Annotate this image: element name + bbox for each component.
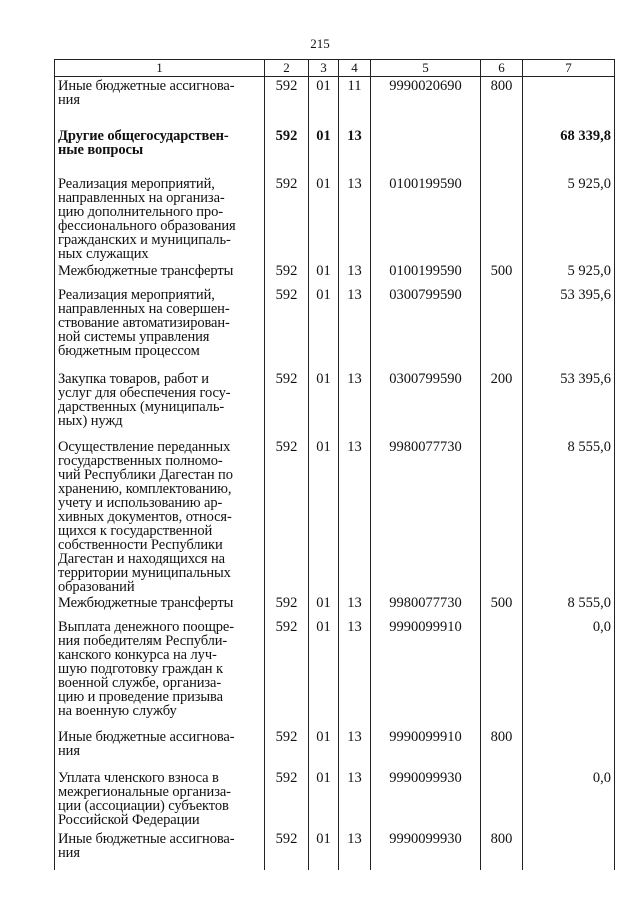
row-target-code: 9980077730 — [371, 594, 481, 618]
row-name-line: на военную службу — [58, 702, 177, 719]
row-name-line: территории муниципальных — [58, 564, 231, 581]
row-subsection: 13 — [339, 370, 371, 438]
row-name-line: хивных документов, относя- — [58, 508, 232, 525]
row-name-line: ные вопросы — [58, 141, 144, 158]
row-target-code: 0300799590 — [371, 370, 481, 438]
row-name — [55, 77, 265, 127]
row-name — [55, 286, 265, 370]
table-row — [55, 769, 615, 830]
row-name — [55, 370, 265, 438]
row-section: 01 — [309, 438, 339, 594]
row-name-line: ствование автоматизирован- — [58, 314, 230, 331]
row-name-line: ния — [58, 844, 80, 861]
row-target-code: 0100199590 — [371, 262, 481, 286]
row-name-line: шую подготовку граждан к — [58, 660, 223, 677]
table-row — [55, 370, 615, 438]
row-name-line: Реализация мероприятий, — [58, 286, 215, 303]
row-section: 01 — [309, 127, 339, 175]
row-name-line: собственности Республики — [58, 536, 223, 553]
row-expense-type: 800 — [481, 830, 523, 870]
row-name-line: бюджетным процессом — [58, 342, 200, 359]
row-section: 01 — [309, 618, 339, 728]
header-col-6: 6 — [481, 60, 523, 77]
row-name — [55, 594, 265, 618]
row-amount: 0,0 — [523, 769, 615, 830]
row-amount: 0,0 — [523, 618, 615, 728]
table-row — [55, 175, 615, 262]
row-section: 01 — [309, 830, 339, 870]
row-code: 592 — [265, 438, 309, 594]
row-name — [55, 262, 265, 286]
row-expense-type: 800 — [481, 77, 523, 127]
row-name — [55, 769, 265, 830]
header-col-7: 7 — [523, 60, 615, 77]
row-name-line: цию и проведение призыва — [58, 688, 223, 705]
row-name-line: фессионального образования — [58, 217, 236, 234]
row-name-line: ции (ассоциации) субъектов — [58, 797, 229, 814]
row-name-line: ния — [58, 92, 80, 108]
row-code: 592 — [265, 370, 309, 438]
row-name-line: государственных полномо- — [58, 452, 223, 469]
row-subsection: 13 — [339, 830, 371, 870]
row-subsection: 13 — [339, 618, 371, 728]
row-amount — [523, 77, 615, 127]
row-name-line: ной системы управления — [58, 328, 210, 345]
row-name-line: Выплата денежного поощре- — [58, 618, 234, 635]
row-name-line: щихся к государственной — [58, 522, 213, 539]
row-code: 592 — [265, 594, 309, 618]
row-code: 592 — [265, 830, 309, 870]
row-amount: 5 925,0 — [523, 262, 615, 286]
row-target-code — [371, 127, 481, 175]
header-col-2: 2 — [265, 60, 309, 77]
row-name-line: Иные бюджетные ассигнова- — [58, 830, 235, 847]
row-expense-type: 500 — [481, 262, 523, 286]
row-subsection: 13 — [339, 127, 371, 175]
row-target-code: 9990099930 — [371, 830, 481, 870]
row-name — [55, 830, 265, 870]
row-name-line: ных) нужд — [58, 412, 123, 429]
row-name-line: Российской Федерации — [58, 811, 200, 828]
row-target-code: 9990099930 — [371, 769, 481, 830]
row-section: 01 — [309, 594, 339, 618]
table-row — [55, 286, 615, 370]
row-subsection: 13 — [339, 262, 371, 286]
row-section: 01 — [309, 728, 339, 769]
row-name-line: Иные бюджетные ассигнова- — [58, 78, 235, 94]
row-subsection: 13 — [339, 594, 371, 618]
row-name-line: Реализация мероприятий, — [58, 175, 215, 192]
row-section: 01 — [309, 262, 339, 286]
row-subsection: 13 — [339, 438, 371, 594]
row-name — [55, 127, 265, 175]
row-amount: 53 395,6 — [523, 286, 615, 370]
table-row — [55, 830, 615, 870]
row-name-line: направленных на организа- — [58, 189, 225, 206]
table-row — [55, 77, 615, 127]
table-row — [55, 127, 615, 175]
row-section: 01 — [309, 175, 339, 262]
row-code: 592 — [265, 618, 309, 728]
row-amount: 8 555,0 — [523, 594, 615, 618]
row-name-line: образований — [58, 578, 135, 595]
row-name-line: Осуществление переданных — [58, 438, 231, 455]
row-name — [55, 438, 265, 594]
row-expense-type — [481, 175, 523, 262]
row-expense-type — [481, 438, 523, 594]
row-amount: 68 339,8 — [523, 127, 615, 175]
page-number: 215 — [310, 36, 330, 51]
row-name-line: канского конкурса на луч- — [58, 646, 217, 663]
row-amount: 8 555,0 — [523, 438, 615, 594]
header-col-4: 4 — [339, 60, 371, 77]
row-expense-type: 800 — [481, 728, 523, 769]
row-code: 592 — [265, 127, 309, 175]
row-code: 592 — [265, 769, 309, 830]
row-name-line: ния — [58, 742, 80, 759]
row-name-line: услуг для обеспечения госу- — [58, 384, 231, 401]
row-name-line: ных служащих — [58, 245, 149, 262]
row-name-line: Иные бюджетные ассигнова- — [58, 728, 235, 745]
row-name-line: Дагестан и находящихся на — [58, 550, 225, 567]
row-subsection: 13 — [339, 769, 371, 830]
table-row — [55, 728, 615, 769]
table-row — [55, 262, 615, 286]
row-subsection: 11 — [339, 77, 371, 127]
row-amount: 5 925,0 — [523, 175, 615, 262]
row-name-line: учету и использованию ар- — [58, 494, 223, 511]
row-expense-type — [481, 769, 523, 830]
row-name-line: Уплата членского взноса в — [58, 769, 219, 786]
row-code: 592 — [265, 175, 309, 262]
row-expense-type: 500 — [481, 594, 523, 618]
table-row — [55, 618, 615, 728]
row-name-line: Межбюджетные трансферты — [58, 594, 234, 611]
row-code: 592 — [265, 728, 309, 769]
row-amount: 53 395,6 — [523, 370, 615, 438]
row-section: 01 — [309, 77, 339, 127]
row-target-code: 0300799590 — [371, 286, 481, 370]
header-col-1: 1 — [55, 60, 265, 77]
row-name-line: Межбюджетные трансферты — [58, 262, 234, 279]
row-name-line: чий Республики Дагестан по — [58, 466, 233, 483]
row-name-line: межрегиональные организа- — [58, 783, 231, 800]
row-name-line: дарственных (муниципаль- — [58, 398, 225, 415]
row-target-code: 9980077730 — [371, 438, 481, 594]
row-name-line: Закупка товаров, работ и — [58, 370, 209, 387]
budget-table — [54, 59, 615, 870]
table-row — [55, 438, 615, 594]
row-section: 01 — [309, 286, 339, 370]
row-name-line: хранению, комплектованию, — [58, 480, 232, 497]
row-subsection: 13 — [339, 175, 371, 262]
row-name-line: цию дополнительного про- — [58, 203, 223, 220]
row-code: 592 — [265, 77, 309, 127]
row-subsection: 13 — [339, 728, 371, 769]
row-name-line: военной службе, организа- — [58, 674, 222, 691]
row-expense-type: 200 — [481, 370, 523, 438]
row-target-code: 0100199590 — [371, 175, 481, 262]
header-row — [55, 60, 615, 77]
row-expense-type — [481, 618, 523, 728]
row-target-code: 9990099910 — [371, 728, 481, 769]
row-section: 01 — [309, 370, 339, 438]
row-name — [55, 728, 265, 769]
row-code: 592 — [265, 286, 309, 370]
row-amount — [523, 830, 615, 870]
header-col-5: 5 — [371, 60, 481, 77]
row-name-line: ния победителям Республи- — [58, 632, 228, 649]
row-name-line: направленных на совершен- — [58, 300, 230, 317]
header-col-3: 3 — [309, 60, 339, 77]
table-row — [55, 594, 615, 618]
row-name-line: Другие общегосударствен- — [58, 127, 229, 144]
row-expense-type — [481, 286, 523, 370]
row-subsection: 13 — [339, 286, 371, 370]
row-name-line: гражданских и муниципаль- — [58, 231, 231, 248]
row-section: 01 — [309, 769, 339, 830]
row-expense-type — [481, 127, 523, 175]
row-target-code: 9990099910 — [371, 618, 481, 728]
row-name — [55, 618, 265, 728]
row-target-code: 9990020690 — [371, 77, 481, 127]
row-amount — [523, 728, 615, 769]
row-name — [55, 175, 265, 262]
table-body — [55, 77, 615, 870]
row-code: 592 — [265, 262, 309, 286]
